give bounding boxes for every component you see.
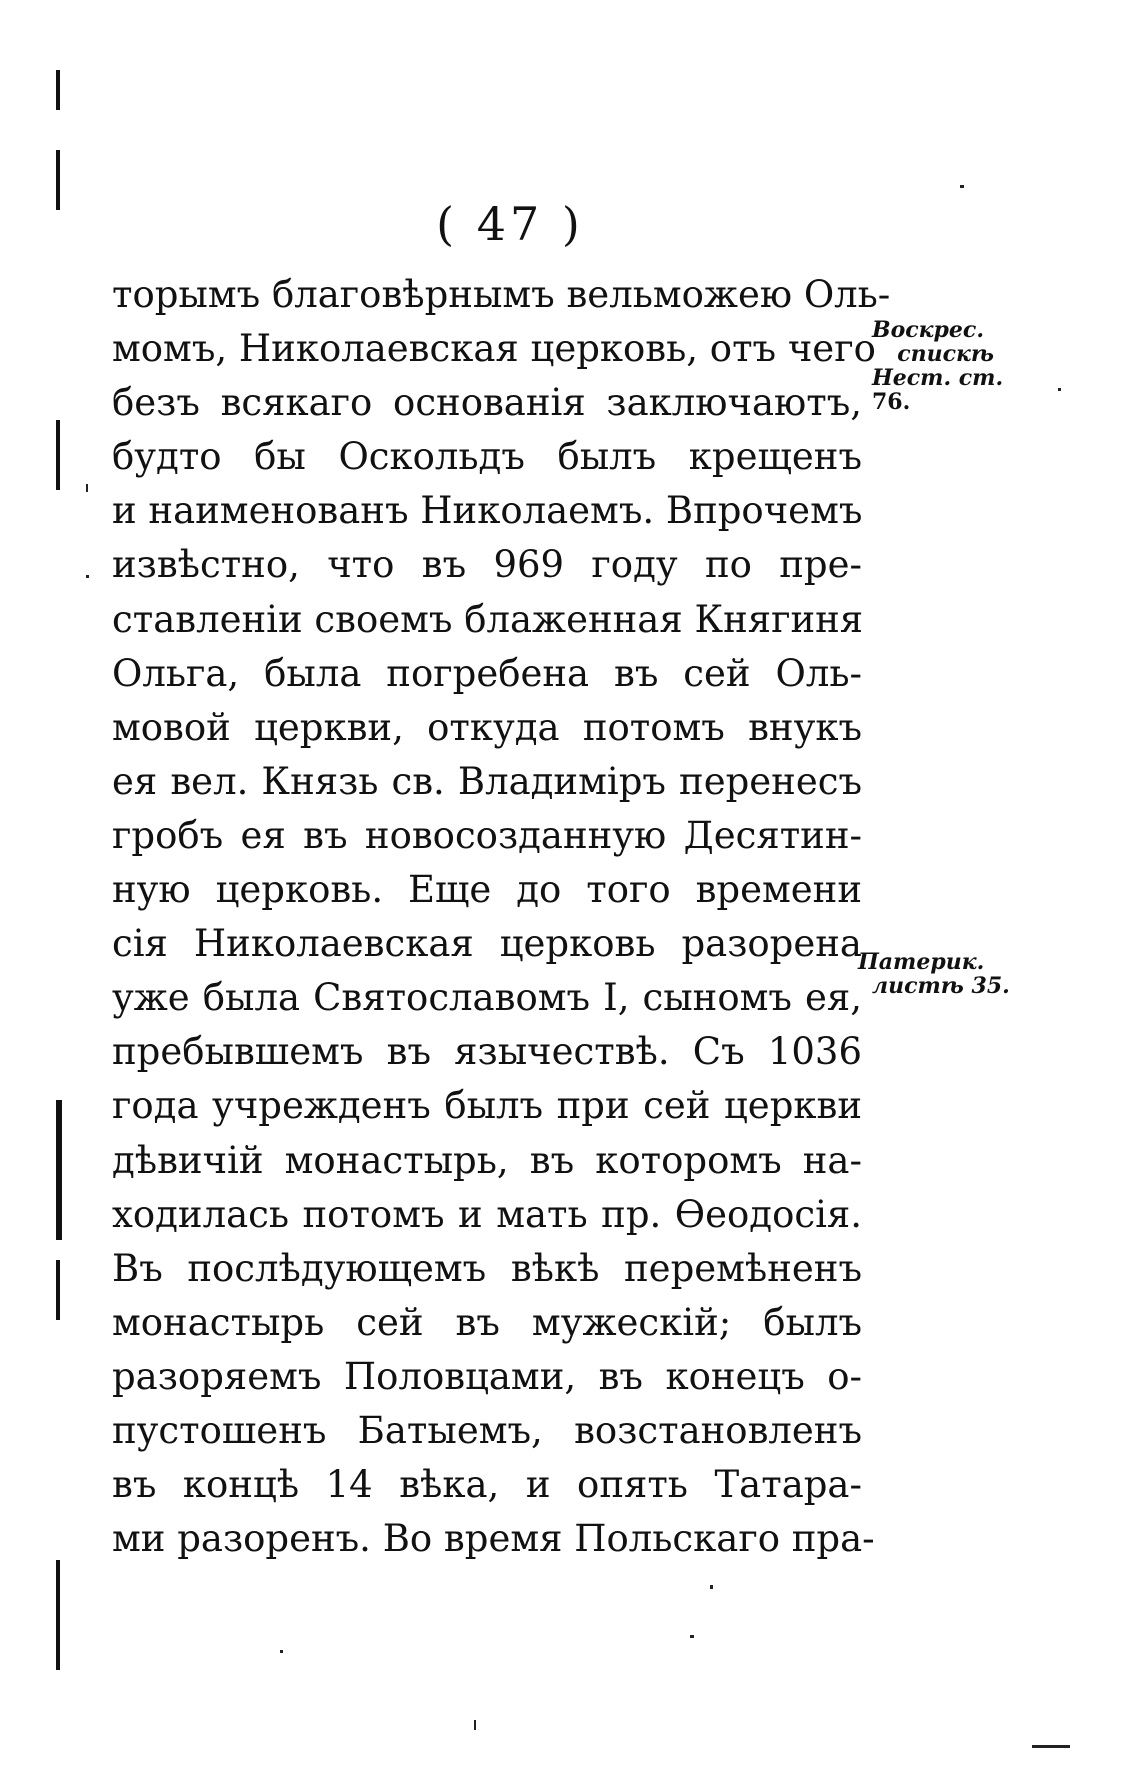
text-line: ставленіи своемъ блаженная Княгиня (112, 597, 864, 641)
print-speck (474, 1720, 476, 1730)
print-speck (86, 484, 88, 492)
left-edge-rule (56, 150, 60, 210)
margin-note-line: Нест. ст. (872, 365, 1004, 391)
print-speck (960, 185, 964, 188)
print-speck (1058, 388, 1061, 391)
left-edge-rule (56, 70, 60, 110)
text-line: и наименованъ Николаемъ. Впрочемъ (112, 489, 863, 533)
text-line: пребывшемъ въ язычествѣ. Съ 1036 (112, 1030, 862, 1074)
print-speck (690, 1635, 694, 1638)
margin-note-line: 76. (872, 389, 911, 415)
margin-note-line: листѣ 35. (872, 973, 1010, 999)
text-line: безъ всякаго основанія заключаютъ, (112, 381, 862, 425)
left-edge-rule (56, 1560, 60, 1670)
body-text (112, 268, 891, 1566)
text-line: сія Николаевская церковь разорена (112, 922, 862, 966)
margin-note-line: Патерик. (858, 949, 985, 975)
text-line: ми разоренъ. Во время Польскаго пра- (112, 1517, 875, 1561)
text-line: Въ послѣдующемъ вѣкѣ перемѣненъ (112, 1246, 862, 1290)
text-line: мовой церкви, откуда потомъ внукъ (112, 705, 862, 749)
left-edge-rule (56, 1260, 60, 1320)
print-speck (1032, 1745, 1070, 1748)
margin-note-line: спискѣ (897, 341, 994, 367)
margin-note-pateric (852, 949, 1010, 999)
left-edge-rule (56, 420, 60, 490)
print-speck (710, 1585, 713, 1589)
text-line: ную церковь. Еще до того времени (112, 868, 862, 912)
text-line: ея вел. Князь св. Владиміръ перенесъ (112, 759, 862, 803)
print-speck (86, 575, 89, 578)
text-line: монастырь сей въ мужескій; былъ (112, 1300, 862, 1344)
text-line: гробъ ея въ новосозданную Десятин- (112, 813, 862, 857)
text-line: будто бы Оскольдъ былъ крещенъ (112, 435, 862, 479)
text-line: года учрежденъ былъ при сей церкви (112, 1084, 862, 1128)
text-line: пустошенъ Батыемъ, возстановленъ (112, 1408, 862, 1452)
margin-note-line: Воскрес. (872, 317, 984, 343)
text-line: дѣвичій монастырь, въ которомъ на- (112, 1138, 862, 1182)
text-line: разоряемъ Половцами, въ конецъ о- (112, 1354, 862, 1398)
text-line: Ольга, была погребена въ сей Оль- (112, 651, 862, 695)
text-line: момъ, Николаевская церковь, отъ чего (112, 327, 876, 371)
print-speck (280, 1650, 283, 1653)
margin-note-voskres (872, 318, 1002, 414)
text-line: въ концѣ 14 вѣка, и опять Татара- (112, 1463, 862, 1507)
text-line: ходилась потомъ и мать пр. Ѳеодосія. (112, 1192, 862, 1236)
text-line: извѣстно, что въ 969 году по пре- (112, 543, 862, 587)
text-line: торымъ благовѣрнымъ вельможею Оль- (112, 273, 891, 316)
page-number: ( 47 ) (436, 197, 584, 251)
left-edge-rule (56, 1100, 62, 1240)
text-line: уже была Святославомъ I, сыномъ ея, (112, 976, 862, 1020)
